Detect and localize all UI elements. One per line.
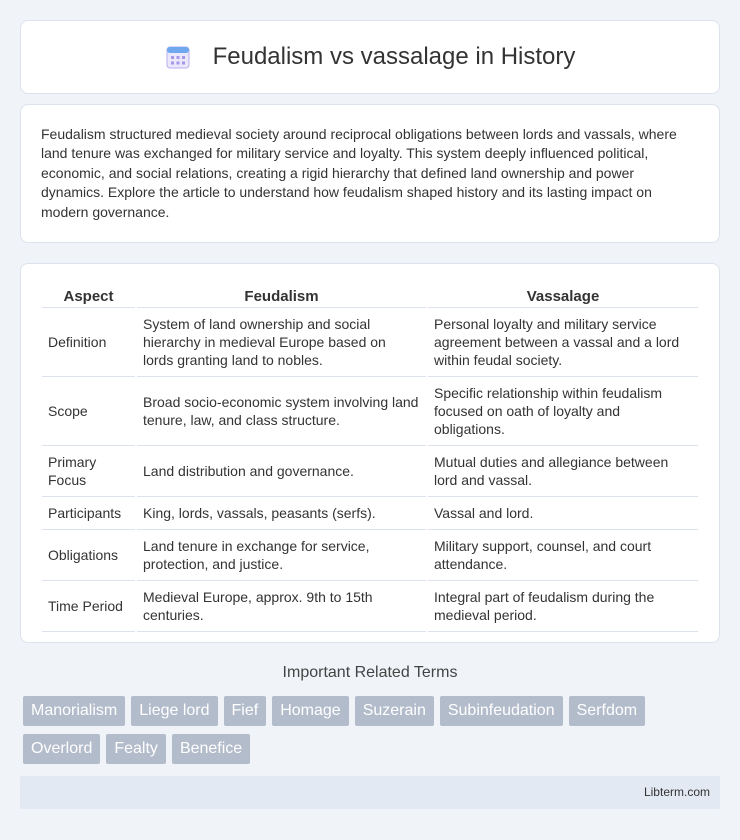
tag-manorialism[interactable]: Manorialism bbox=[23, 696, 125, 726]
intro-card bbox=[20, 104, 720, 243]
row-aspect: Time Period bbox=[42, 581, 136, 632]
tag-serfdom[interactable]: Serfdom bbox=[569, 696, 645, 726]
row-vassalage: Vassal and lord. bbox=[427, 497, 698, 530]
row-feudalism: King, lords, vassals, peasants (serfs). bbox=[136, 497, 427, 530]
table-row bbox=[42, 581, 698, 632]
tag-subinfeudation[interactable]: Subinfeudation bbox=[440, 696, 563, 726]
table-row bbox=[42, 497, 698, 530]
row-aspect: Definition bbox=[42, 308, 136, 377]
page-title: Feudalism vs vassalage in History bbox=[212, 43, 576, 70]
footer-site-link[interactable]: Libterm.com bbox=[643, 785, 710, 799]
column-header-feudalism: Feudalism bbox=[136, 278, 427, 308]
comparison-table-card bbox=[20, 263, 720, 643]
table-row bbox=[42, 530, 698, 581]
row-aspect: Participants bbox=[42, 497, 136, 530]
row-vassalage: Specific relationship within feudalism focused on oath of loyalty and obligations. bbox=[427, 377, 698, 446]
header-card bbox=[20, 20, 720, 94]
tag-liege-lord[interactable]: Liege lord bbox=[131, 696, 217, 726]
tag-homage[interactable]: Homage bbox=[272, 696, 348, 726]
row-feudalism: Land tenure in exchange for service, protection, and justice. bbox=[136, 530, 427, 581]
footer bbox=[20, 776, 720, 809]
tag-benefice[interactable]: Benefice bbox=[172, 734, 250, 764]
table-row bbox=[42, 377, 698, 446]
row-feudalism: System of land ownership and social hierarchy in medieval Europe based on lords granting land to nobles. bbox=[136, 308, 427, 377]
intro-text: Feudalism structured medieval society around reciprocal obligations between lords and vassals, where land tenure was exchanged for military service and loyalty. This system deeply influenced political, economic, and social relations, creating a rigid hierarchy that defined land ownership and power dynamics. Explore the article to understand how feudalism shaped history and its lasting impact on modern governance. bbox=[41, 126, 677, 220]
row-feudalism: Medieval Europe, approx. 9th to 15th centuries. bbox=[136, 581, 427, 632]
column-header-vassalage: Vassalage bbox=[427, 278, 698, 308]
table-header-row bbox=[42, 278, 698, 308]
row-vassalage: Military support, counsel, and court attendance. bbox=[427, 530, 698, 581]
row-vassalage: Personal loyalty and military service agreement between a vassal and a lord within feudal society. bbox=[427, 308, 698, 377]
row-vassalage: Integral part of feudalism during the medieval period. bbox=[427, 581, 698, 632]
related-terms-tags bbox=[23, 696, 723, 764]
row-vassalage: Mutual duties and allegiance between lord and vassal. bbox=[427, 446, 698, 497]
calendar-icon bbox=[165, 44, 191, 70]
tag-fief[interactable]: Fief bbox=[224, 696, 267, 726]
row-aspect: Primary Focus bbox=[42, 446, 136, 497]
tag-fealty[interactable]: Fealty bbox=[106, 734, 166, 764]
row-feudalism: Land distribution and governance. bbox=[136, 446, 427, 497]
column-header-aspect: Aspect bbox=[42, 278, 136, 308]
row-aspect: Scope bbox=[42, 377, 136, 446]
table-row bbox=[42, 308, 698, 377]
tag-overlord[interactable]: Overlord bbox=[23, 734, 100, 764]
table-row bbox=[42, 446, 698, 497]
row-feudalism: Broad socio-economic system involving land tenure, law, and class structure. bbox=[136, 377, 427, 446]
row-aspect: Obligations bbox=[42, 530, 136, 581]
comparison-table bbox=[42, 278, 698, 632]
related-terms-title: Important Related Terms bbox=[282, 664, 458, 681]
tag-suzerain[interactable]: Suzerain bbox=[355, 696, 434, 726]
